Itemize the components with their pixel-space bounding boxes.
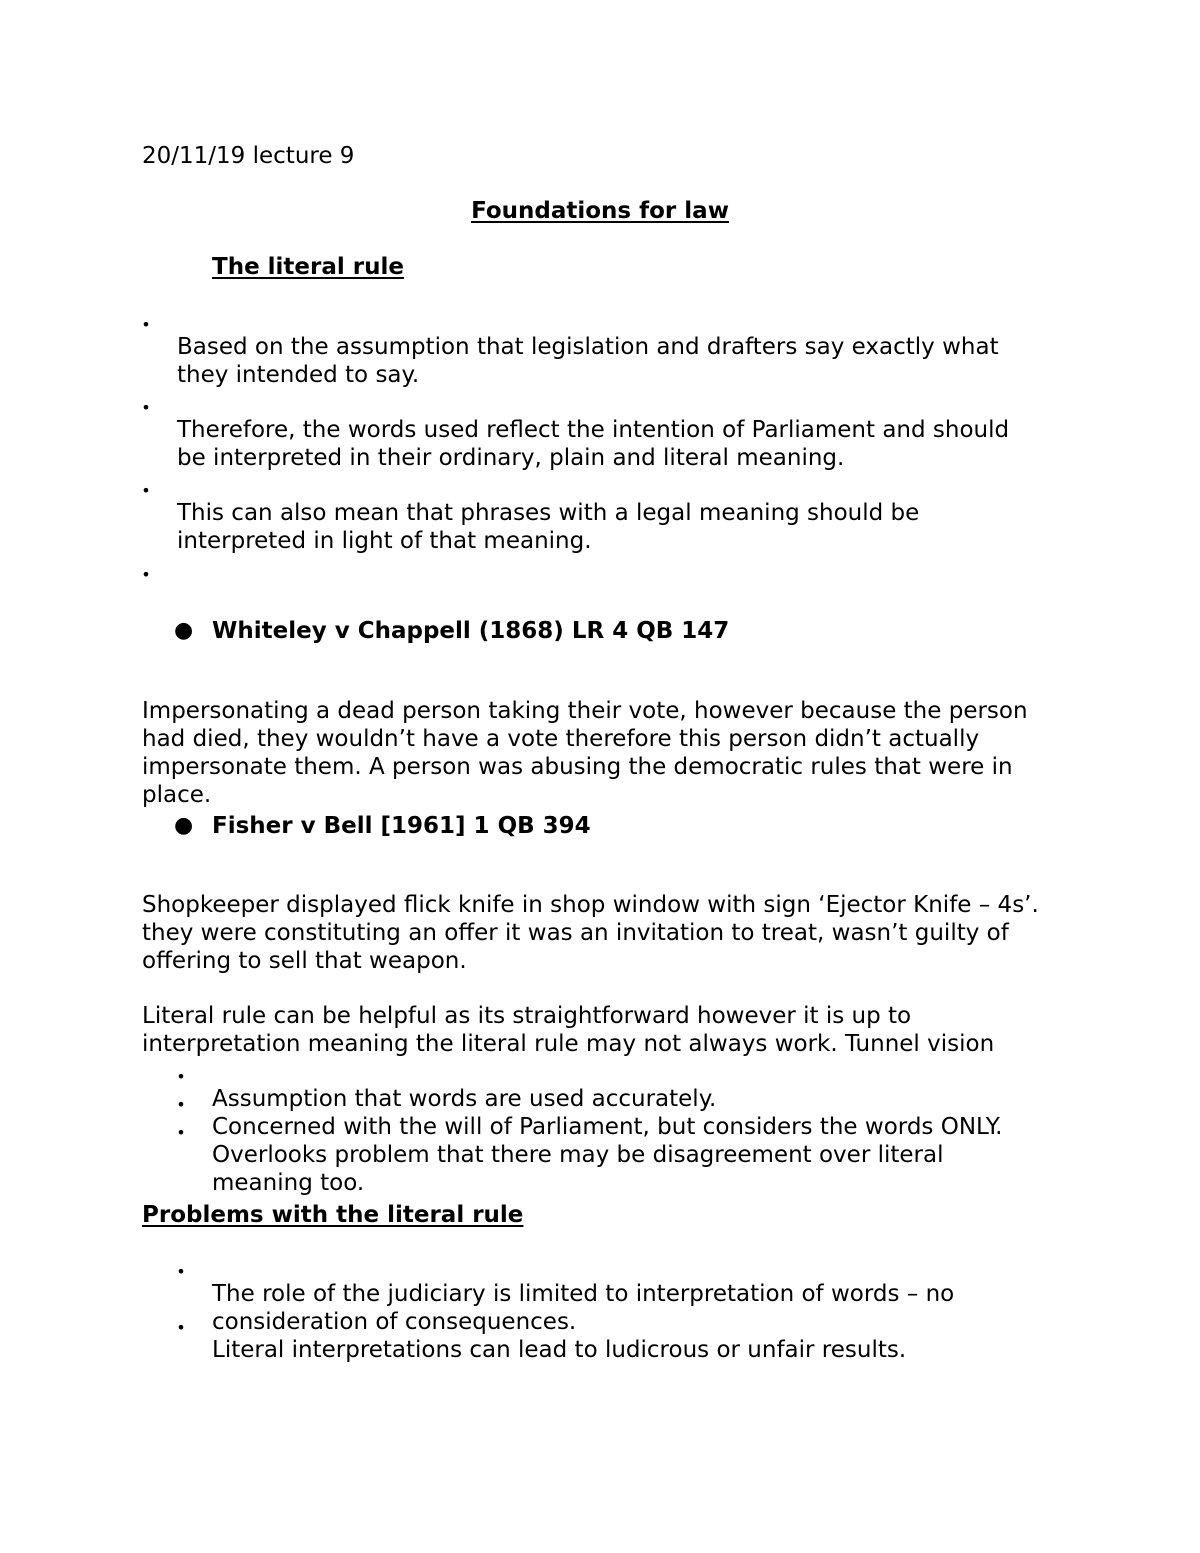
bullet-icon: ●: [174, 618, 194, 643]
section-heading-problems: Problems with the literal rule: [142, 1202, 524, 1228]
document-title: Foundations for law: [471, 198, 729, 224]
bullet-icon: •: [141, 565, 151, 584]
bullet-icon: ●: [174, 813, 194, 838]
list-item: Literal interpretations can lead to ludicrous or unfair results.: [212, 1337, 907, 1363]
bullet-icon: •: [141, 315, 151, 334]
case-title-whiteley: Whiteley v Chappell (1868) LR 4 QB 147: [212, 618, 730, 644]
bullet-icon: •: [141, 481, 151, 500]
evaluation-paragraph: Literal rule can be helpful as its straightforward however it is up to interpretation meaning the literal rule may not always work. Tunnel vision: [142, 1003, 995, 1057]
list-item: The role of the judiciary is limited to interpretation of words – no consideration of consequences.: [212, 1281, 955, 1335]
list-item: This can also mean that phrases with a legal meaning should be interpreted in light of that meaning.: [177, 500, 920, 554]
date-line: 20/11/19 lecture 9: [142, 143, 355, 169]
case-summary-fisher: Shopkeeper displayed flick knife in shop window with sign ‘Ejector Knife – 4s’. they were constituting an offer it was an invitation to treat, wasn’t guilty of offering to sell that weapon.: [142, 892, 1039, 974]
bullet-icon: •: [176, 1318, 186, 1337]
bullet-icon: •: [176, 1095, 186, 1114]
bullet-icon: •: [141, 398, 151, 417]
bullet-icon: •: [176, 1262, 186, 1281]
section-heading-literal-rule: The literal rule: [212, 254, 404, 280]
case-summary-whiteley: Impersonating a dead person taking their vote, however because the person had died, they wouldn’t have a vote therefore this person didn’t actually impersonate them. A person was abusing the democratic rules that were in place.: [142, 698, 1028, 808]
list-item: Assumption that words are used accurately.: [212, 1086, 717, 1112]
case-title-fisher: Fisher v Bell [1961] 1 QB 394: [212, 813, 591, 839]
list-item: Overlooks problem that there may be disagreement over literal meaning too.: [212, 1142, 944, 1196]
list-item: Based on the assumption that legislation and drafters say exactly what they intended to say.: [177, 334, 999, 388]
bullet-icon: •: [176, 1067, 186, 1086]
list-item: Therefore, the words used reflect the intention of Parliament and should be interpreted in their ordinary, plain and literal meaning.: [177, 417, 1010, 471]
bullet-icon: •: [176, 1123, 186, 1142]
list-item: Concerned with the will of Parliament, but considers the words ONLY.: [212, 1114, 1003, 1140]
